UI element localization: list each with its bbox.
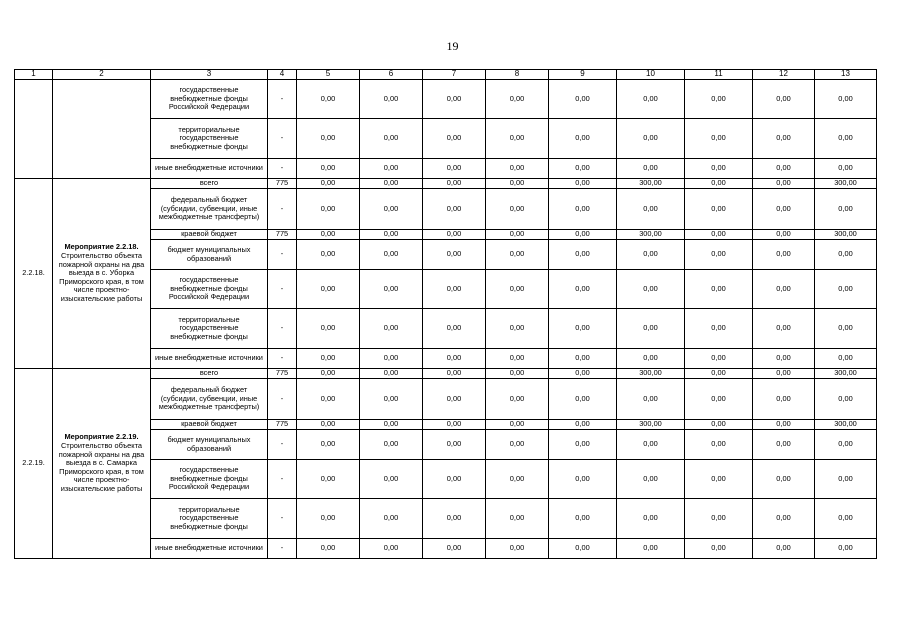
- column-header: 9: [549, 70, 617, 80]
- activity-name-cell: [53, 80, 151, 179]
- value-cell: 0,00: [549, 369, 617, 379]
- table-row: [15, 179, 877, 189]
- value-cell: 0,00: [360, 189, 423, 230]
- value-cell: 0,00: [297, 369, 360, 379]
- value-cell: 0,00: [297, 230, 360, 240]
- value-cell: 0,00: [360, 179, 423, 189]
- value-cell: 0,00: [815, 119, 877, 159]
- value-cell: 0,00: [549, 430, 617, 460]
- budget-table: [14, 69, 877, 559]
- value-cell: 0,00: [486, 539, 549, 559]
- value-cell: 0,00: [297, 240, 360, 270]
- code-cell: -: [268, 159, 297, 179]
- code-cell: 775: [268, 369, 297, 379]
- value-cell: 0,00: [617, 240, 685, 270]
- value-cell: 0,00: [753, 539, 815, 559]
- value-cell: 0,00: [297, 460, 360, 499]
- value-cell: 0,00: [360, 159, 423, 179]
- value-cell: 0,00: [685, 420, 753, 430]
- funding-source-cell: государственные внебюджетные фонды Российской Федерации: [151, 460, 268, 499]
- value-cell: 0,00: [685, 159, 753, 179]
- value-cell: 0,00: [685, 499, 753, 539]
- value-cell: 300,00: [617, 230, 685, 240]
- value-cell: 0,00: [486, 430, 549, 460]
- code-cell: -: [268, 379, 297, 420]
- value-cell: 0,00: [297, 349, 360, 369]
- funding-source-cell: территориальные государственные внебюджетные фонды: [151, 499, 268, 539]
- value-cell: 0,00: [486, 420, 549, 430]
- value-cell: 0,00: [753, 270, 815, 309]
- column-header: 7: [423, 70, 486, 80]
- value-cell: 0,00: [685, 460, 753, 499]
- value-cell: 0,00: [486, 499, 549, 539]
- funding-source-cell: федеральный бюджет (субсидии, субвенции, иные межбюджетные трансферты): [151, 379, 268, 420]
- code-cell: -: [268, 240, 297, 270]
- value-cell: 0,00: [423, 349, 486, 369]
- code-cell: -: [268, 270, 297, 309]
- value-cell: 0,00: [685, 230, 753, 240]
- value-cell: 0,00: [815, 460, 877, 499]
- code-cell: 775: [268, 420, 297, 430]
- value-cell: 0,00: [549, 80, 617, 119]
- code-cell: -: [268, 309, 297, 349]
- value-cell: 0,00: [815, 430, 877, 460]
- value-cell: 300,00: [617, 179, 685, 189]
- value-cell: 0,00: [297, 430, 360, 460]
- value-cell: 0,00: [685, 270, 753, 309]
- value-cell: 0,00: [617, 379, 685, 420]
- code-cell: -: [268, 80, 297, 119]
- value-cell: 0,00: [297, 499, 360, 539]
- value-cell: 0,00: [617, 119, 685, 159]
- activity-number-cell: 2.2.18.: [15, 179, 53, 369]
- value-cell: 0,00: [297, 539, 360, 559]
- value-cell: 0,00: [753, 119, 815, 159]
- value-cell: 0,00: [486, 230, 549, 240]
- funding-source-cell: краевой бюджет: [151, 420, 268, 430]
- value-cell: 0,00: [360, 119, 423, 159]
- value-cell: 0,00: [297, 119, 360, 159]
- value-cell: 0,00: [549, 119, 617, 159]
- value-cell: 0,00: [685, 179, 753, 189]
- value-cell: 0,00: [486, 179, 549, 189]
- value-cell: 0,00: [753, 499, 815, 539]
- activity-description: Строительство объекта пожарной охраны на два выезда в с. Самарка Приморского края, в том числе проектно-изыскательские работы: [58, 441, 145, 493]
- table-body: [15, 70, 877, 559]
- value-cell: 0,00: [549, 460, 617, 499]
- column-header: 5: [297, 70, 360, 80]
- value-cell: 0,00: [753, 240, 815, 270]
- value-cell: 0,00: [685, 349, 753, 369]
- value-cell: 0,00: [685, 240, 753, 270]
- funding-source-cell: бюджет муниципальных образований: [151, 430, 268, 460]
- value-cell: 0,00: [360, 430, 423, 460]
- value-cell: 0,00: [549, 499, 617, 539]
- column-header: 11: [685, 70, 753, 80]
- activity-number-cell: 2.2.19.: [15, 369, 53, 559]
- value-cell: 0,00: [753, 420, 815, 430]
- value-cell: 0,00: [423, 420, 486, 430]
- value-cell: 0,00: [617, 349, 685, 369]
- value-cell: 0,00: [815, 80, 877, 119]
- value-cell: 0,00: [486, 240, 549, 270]
- value-cell: 0,00: [549, 309, 617, 349]
- value-cell: 0,00: [549, 420, 617, 430]
- value-cell: 0,00: [423, 80, 486, 119]
- column-header: 10: [617, 70, 685, 80]
- value-cell: 0,00: [297, 179, 360, 189]
- column-header: 12: [753, 70, 815, 80]
- value-cell: 0,00: [423, 230, 486, 240]
- value-cell: 0,00: [815, 539, 877, 559]
- value-cell: 0,00: [685, 189, 753, 230]
- funding-source-cell: государственные внебюджетные фонды Российской Федерации: [151, 80, 268, 119]
- value-cell: 0,00: [360, 539, 423, 559]
- value-cell: 300,00: [617, 420, 685, 430]
- value-cell: 0,00: [297, 189, 360, 230]
- value-cell: 0,00: [617, 80, 685, 119]
- value-cell: 0,00: [549, 230, 617, 240]
- value-cell: 0,00: [617, 189, 685, 230]
- code-cell: -: [268, 499, 297, 539]
- activity-description: Строительство объекта пожарной охраны на два выезда в с. Уборка Приморского края, в том числе проектно-изыскательские работы: [58, 251, 145, 303]
- funding-source-cell: краевой бюджет: [151, 230, 268, 240]
- value-cell: 0,00: [753, 309, 815, 349]
- code-cell: -: [268, 460, 297, 499]
- value-cell: 300,00: [617, 369, 685, 379]
- value-cell: 0,00: [486, 309, 549, 349]
- value-cell: 0,00: [549, 179, 617, 189]
- value-cell: 0,00: [360, 230, 423, 240]
- value-cell: 0,00: [685, 539, 753, 559]
- activity-title: Мероприятие 2.2.19.: [64, 432, 139, 442]
- value-cell: 0,00: [753, 349, 815, 369]
- value-cell: 0,00: [617, 309, 685, 349]
- code-cell: -: [268, 189, 297, 230]
- activity-name-cell: [53, 369, 151, 559]
- column-header: 13: [815, 70, 877, 80]
- column-header: 8: [486, 70, 549, 80]
- value-cell: 0,00: [617, 460, 685, 499]
- value-cell: 0,00: [815, 159, 877, 179]
- value-cell: 0,00: [423, 369, 486, 379]
- value-cell: 0,00: [815, 240, 877, 270]
- value-cell: 0,00: [486, 119, 549, 159]
- funding-source-cell: всего: [151, 369, 268, 379]
- value-cell: 0,00: [753, 159, 815, 179]
- value-cell: 0,00: [753, 369, 815, 379]
- column-header: 2: [53, 70, 151, 80]
- value-cell: 0,00: [617, 159, 685, 179]
- code-cell: -: [268, 430, 297, 460]
- value-cell: 0,00: [753, 460, 815, 499]
- value-cell: 0,00: [753, 80, 815, 119]
- value-cell: 0,00: [423, 270, 486, 309]
- value-cell: 0,00: [297, 159, 360, 179]
- value-cell: 300,00: [815, 420, 877, 430]
- value-cell: 0,00: [297, 80, 360, 119]
- value-cell: 0,00: [753, 430, 815, 460]
- value-cell: 0,00: [360, 80, 423, 119]
- value-cell: 0,00: [360, 369, 423, 379]
- value-cell: 0,00: [423, 460, 486, 499]
- code-cell: 775: [268, 179, 297, 189]
- value-cell: 0,00: [617, 539, 685, 559]
- value-cell: 0,00: [423, 379, 486, 420]
- value-cell: 0,00: [753, 379, 815, 420]
- activity-name-cell: [53, 179, 151, 369]
- activity-title: Мероприятие 2.2.18.: [64, 242, 139, 252]
- value-cell: 0,00: [360, 499, 423, 539]
- column-header: 4: [268, 70, 297, 80]
- value-cell: 0,00: [423, 499, 486, 539]
- value-cell: 0,00: [815, 270, 877, 309]
- value-cell: 0,00: [486, 80, 549, 119]
- value-cell: 0,00: [297, 379, 360, 420]
- value-cell: 0,00: [685, 430, 753, 460]
- value-cell: 0,00: [815, 379, 877, 420]
- value-cell: 0,00: [685, 80, 753, 119]
- value-cell: 0,00: [297, 309, 360, 349]
- value-cell: 0,00: [815, 189, 877, 230]
- column-header: 3: [151, 70, 268, 80]
- value-cell: 0,00: [815, 499, 877, 539]
- value-cell: 300,00: [815, 369, 877, 379]
- value-cell: 0,00: [297, 420, 360, 430]
- value-cell: 0,00: [549, 539, 617, 559]
- value-cell: 0,00: [753, 179, 815, 189]
- code-cell: -: [268, 349, 297, 369]
- value-cell: 0,00: [360, 349, 423, 369]
- value-cell: 0,00: [360, 460, 423, 499]
- value-cell: 0,00: [486, 159, 549, 179]
- value-cell: 0,00: [617, 430, 685, 460]
- value-cell: 0,00: [423, 539, 486, 559]
- value-cell: 0,00: [360, 240, 423, 270]
- funding-source-cell: территориальные государственные внебюджетные фонды: [151, 309, 268, 349]
- funding-source-cell: бюджет муниципальных образований: [151, 240, 268, 270]
- value-cell: 0,00: [685, 369, 753, 379]
- value-cell: 0,00: [815, 349, 877, 369]
- value-cell: 0,00: [486, 189, 549, 230]
- value-cell: 0,00: [423, 309, 486, 349]
- value-cell: 0,00: [486, 379, 549, 420]
- value-cell: 0,00: [423, 240, 486, 270]
- value-cell: 0,00: [549, 349, 617, 369]
- code-cell: 775: [268, 230, 297, 240]
- value-cell: 0,00: [685, 309, 753, 349]
- value-cell: 0,00: [423, 159, 486, 179]
- value-cell: 0,00: [753, 230, 815, 240]
- value-cell: 0,00: [685, 119, 753, 159]
- value-cell: 0,00: [423, 189, 486, 230]
- activity-number-cell: [15, 80, 53, 179]
- value-cell: 0,00: [423, 179, 486, 189]
- value-cell: 0,00: [360, 270, 423, 309]
- value-cell: 0,00: [753, 189, 815, 230]
- value-cell: 0,00: [549, 189, 617, 230]
- funding-source-cell: иные внебюджетные источники: [151, 539, 268, 559]
- value-cell: 0,00: [486, 369, 549, 379]
- column-header: 6: [360, 70, 423, 80]
- value-cell: 300,00: [815, 230, 877, 240]
- value-cell: 0,00: [549, 240, 617, 270]
- value-cell: 300,00: [815, 179, 877, 189]
- value-cell: 0,00: [360, 420, 423, 430]
- page-number: 19: [446, 39, 459, 53]
- value-cell: 0,00: [486, 349, 549, 369]
- value-cell: 0,00: [360, 309, 423, 349]
- header-row: [15, 70, 877, 80]
- value-cell: 0,00: [617, 270, 685, 309]
- value-cell: 0,00: [486, 270, 549, 309]
- funding-source-cell: иные внебюджетные источники: [151, 349, 268, 369]
- table-row: [15, 80, 877, 119]
- value-cell: 0,00: [297, 270, 360, 309]
- funding-source-cell: иные внебюджетные источники: [151, 159, 268, 179]
- funding-source-cell: всего: [151, 179, 268, 189]
- value-cell: 0,00: [549, 270, 617, 309]
- value-cell: 0,00: [423, 119, 486, 159]
- funding-source-cell: государственные внебюджетные фонды Российской Федерации: [151, 270, 268, 309]
- table-row: [15, 369, 877, 379]
- column-header: 1: [15, 70, 53, 80]
- code-cell: -: [268, 539, 297, 559]
- funding-source-cell: территориальные государственные внебюджетные фонды: [151, 119, 268, 159]
- value-cell: 0,00: [685, 379, 753, 420]
- value-cell: 0,00: [486, 460, 549, 499]
- funding-source-cell: федеральный бюджет (субсидии, субвенции, иные межбюджетные трансферты): [151, 189, 268, 230]
- value-cell: 0,00: [549, 379, 617, 420]
- value-cell: 0,00: [549, 159, 617, 179]
- value-cell: 0,00: [360, 379, 423, 420]
- value-cell: 0,00: [617, 499, 685, 539]
- value-cell: 0,00: [423, 430, 486, 460]
- value-cell: 0,00: [815, 309, 877, 349]
- code-cell: -: [268, 119, 297, 159]
